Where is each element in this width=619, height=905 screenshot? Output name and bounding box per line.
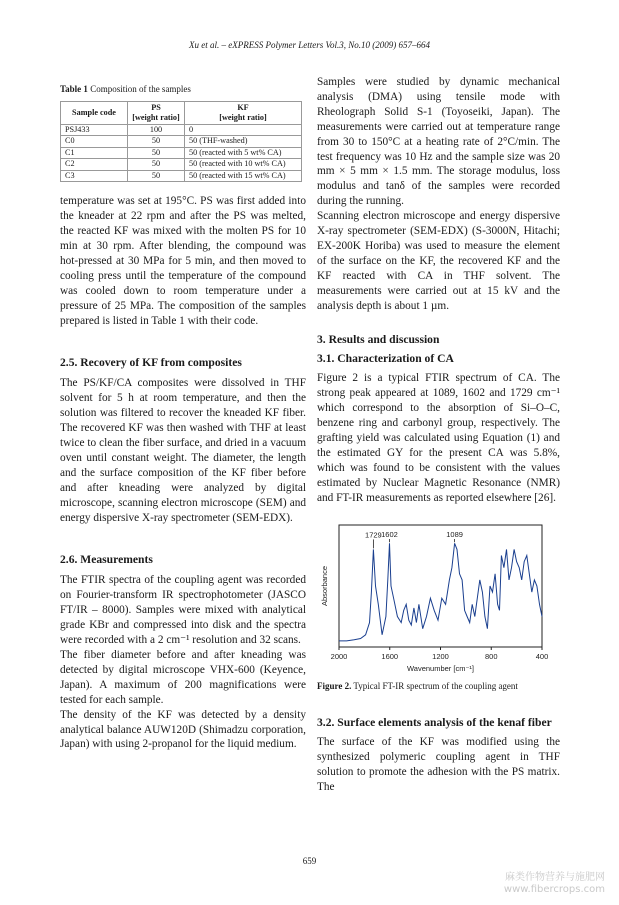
peak-label: 1602	[381, 530, 398, 540]
left-column	[60, 82, 306, 752]
table-cell: 0	[185, 124, 302, 136]
table-caption	[60, 82, 306, 97]
right-column	[317, 75, 560, 795]
table-cell: 50 (THF-washed)	[185, 136, 302, 148]
section-heading-3: 3. Results and discussion	[317, 332, 440, 346]
paragraph: The fiber diameter before and after kneading was detected by digital microscope VHX-600 (Keyence, Japan). A maximum of 200 magnifications were tested for each sample.	[60, 648, 306, 706]
section-heading-2-6: 2.6. Measurements	[60, 552, 153, 566]
table-header-kf-text: KF [weight ratio]	[219, 102, 267, 122]
ftir-figure	[317, 517, 560, 677]
paragraph: Samples were studied by dynamic mechanical analysis (DMA) using tensile mode with Rheolograph Solid S-1 (Toyoseiki, Japan). The measurements were carried out at temperature range from 30 to 150°C at a heating rate of 2°C/min. The test frequency was 10 Hz and the sample size was 20 mm × 5 mm × 1.5 mm. The storage modulus, loss modulus and tanδ of the samples were recorded during the running.	[317, 76, 560, 208]
table-header-ps-text: PS [weight ratio]	[132, 102, 180, 122]
watermark-line: 麻类作物营养与施肥网	[505, 872, 605, 883]
table-cell: C2	[61, 159, 128, 171]
table-cell: 50 (reacted with 5 wt% CA)	[185, 147, 302, 159]
watermark-line: www.fibercrops.com	[503, 884, 605, 895]
table-row	[61, 159, 302, 171]
figure-caption	[317, 679, 560, 694]
x-tick-label: 400	[535, 652, 549, 662]
table-cell: 50 (reacted with 15 wt% CA)	[185, 170, 302, 182]
table-row	[61, 147, 302, 159]
table-cell: PSJ433	[61, 124, 128, 136]
paragraph: Scanning electron microscope and energy dispersive X-ray spectrometer (SEM-EDX) (S-3000N, Hitachi; EX-200K Horiba) was used to measure the element of the surface on the KF, the recovered KF and the KF reacted with CA in THF solvent. The measurements were carried out at 15 kV and the analysis depth is about 1 µm.	[317, 210, 560, 312]
table-row	[61, 136, 302, 148]
table-cell: 50 (reacted with 10 wt% CA)	[185, 159, 302, 171]
x-tick-label: 800	[484, 652, 498, 662]
paragraph: temperature was set at 195°C. PS was first added into the kneader at 22 rpm and after the PS was melted, the reacted KF was mixed with the molten PS for 10 min at 30 rpm. After blending, the compound was hot-pressed at 30 MPa for 5 min, and then moved to cooling press until the temperature of the compound was cooled down to room temperature under a pressure of 25 MPa. The composition of the samples prepared is listed in Table 1 with their code.	[60, 195, 306, 327]
table-cell: C1	[61, 147, 128, 159]
x-tick-label: 1200	[432, 652, 449, 662]
paragraph: The FTIR spectra of the coupling agent was recorded on Fourier-transform IR spectrophotometer (JASCO FT/IR – 8000). Samples were mixed with analytical grade KBr and compressed into disk and the spectra were recorded with a 2 cm⁻¹ resolution and 32 scans.	[60, 574, 306, 647]
table-header-ps	[128, 101, 185, 124]
plot-frame	[339, 525, 542, 647]
table-row	[61, 124, 302, 136]
section-heading-2-5: 2.5. Recovery of KF from composites	[60, 355, 242, 369]
table-header-row	[61, 101, 302, 124]
table-cell: 50	[128, 170, 185, 182]
table-caption-text: Composition of the samples	[87, 84, 191, 94]
section-heading-3-2: 3.2. Surface elements analysis of the kenaf fiber	[317, 716, 552, 730]
paragraph: The density of the KF was detected by a density analytical balance AUW120D (Shimadzu corporation, Japan) with using 2-propanol for the liquid medium.	[60, 708, 306, 751]
section-heading-3-1: 3.1. Characterization of CA	[317, 352, 454, 366]
x-tick-label: 2000	[330, 652, 348, 662]
paragraph: The surface of the KF was modified using the synthesized polymeric coupling agent in THF solution to promote the adhesion with the PS matrix. The	[317, 736, 560, 793]
table-cell: 50	[128, 147, 185, 159]
spectrum-line	[339, 544, 542, 642]
table-header-kf	[185, 101, 302, 124]
table-caption-label: Table 1	[60, 84, 88, 94]
table-cell: 50	[128, 136, 185, 148]
peak-label: 1729	[365, 530, 382, 540]
figure-caption-label: Figure 2.	[317, 681, 352, 692]
table-cell: C0	[61, 136, 128, 148]
composition-table	[60, 101, 302, 183]
paragraph: Figure 2 is a typical FTIR spectrum of CA. The strong peak appeared at 1089, 1602 and 1729 cm⁻¹ which correspond to the absorption of Si–O–C, benzene ring and carbonyl group, respectively. The grafting yield was calculated using Equation (1) and the estimated GY for the present CA was 5.8%, which was found to be consistent with the values estimated by Nuclear Magnetic Resonance (NMR) and FT-IR measurements as reported elsewhere [26].	[317, 372, 560, 504]
table-cell: C3	[61, 170, 128, 182]
ftir-chart	[317, 517, 560, 677]
table-row	[61, 170, 302, 182]
paragraph: The PS/KF/CA composites were dissolved in THF solvent for 5 h at room temperature, and then the solution was filtered to recover the kneaded KF fiber. The recovered KF was then washed with THF at least twice to clean the fiber surface, and dried in a vacuum oven until constant weight. The diameter, the length and the surface composition of the KF fiber before and after kneading were analyzed by digital microscope, scanning electron microscope (SEM) and energy dispersive X-ray spectrometer (SEM-EDX).	[60, 377, 306, 524]
figure-caption-text: Typical FT-IR spectrum of the coupling agent	[351, 681, 518, 692]
table-cell: 100	[128, 124, 185, 136]
page-number: 659	[302, 856, 317, 866]
y-axis-label: Absorbance	[320, 566, 329, 607]
watermark	[504, 872, 605, 896]
running-header: Xu et al. – eXPRESS Polymer Letters Vol.3, No.10 (2009) 657–664	[189, 40, 430, 50]
x-axis-label: Wavenumber [cm⁻¹]	[406, 664, 475, 674]
table-header-sample-code: Sample code	[61, 101, 128, 124]
table-cell: 50	[128, 159, 185, 171]
x-tick-label: 1600	[381, 652, 399, 662]
peak-label: 1089	[446, 530, 463, 540]
